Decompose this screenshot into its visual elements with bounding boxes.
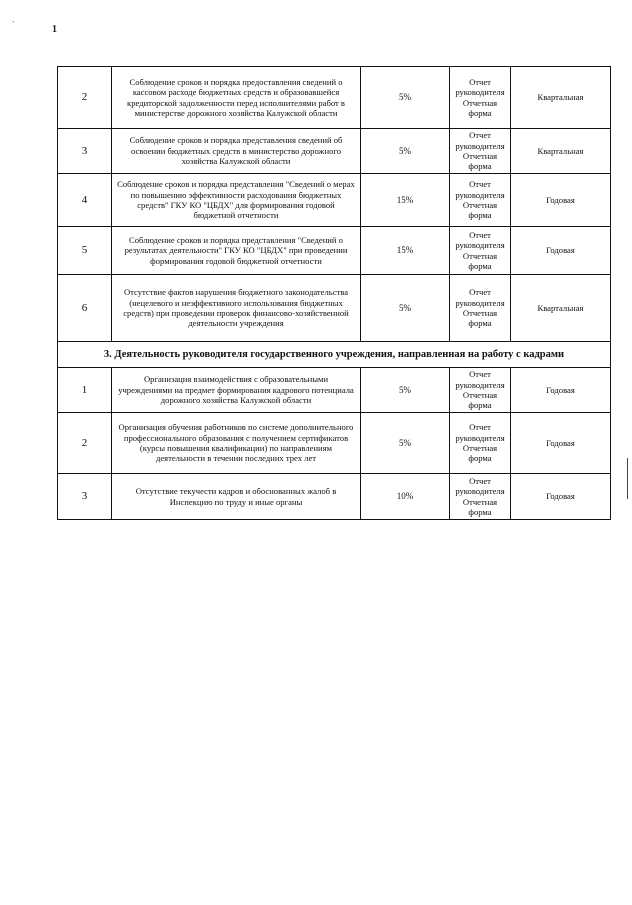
row-number: 3 <box>58 129 112 174</box>
criterion-text: Отсутствие текучести кадров и обоснованных жалоб в Инспекцию по труду и иные органы <box>112 474 361 520</box>
weight-percent: 5% <box>361 129 450 174</box>
row-number: 2 <box>58 67 112 129</box>
form-line: Отчет <box>469 229 491 240</box>
report-form <box>450 474 511 520</box>
form-line: форма <box>468 107 492 118</box>
criterion-text: Отсутствие фактов нарушения бюджетного законодательства (нецелевого и неэффективного использования бюджетных средств) при проведении проверок финансово-хозяйственной деятельности учреждения <box>112 275 361 342</box>
row-number: 4 <box>58 174 112 227</box>
form-line: руководителя <box>455 140 505 151</box>
report-period: Квартальная <box>511 67 611 129</box>
report-period: Годовая <box>511 474 611 520</box>
form-line: Отчет <box>469 130 491 141</box>
form-line: Отчетная <box>462 390 498 400</box>
report-form <box>450 275 511 342</box>
criteria-table <box>57 66 611 520</box>
weight-percent: 5% <box>361 413 450 474</box>
form-line: Отчетная <box>462 308 498 318</box>
form-line: руководителя <box>455 379 505 390</box>
table-row <box>58 275 611 342</box>
form-line: Отчет <box>469 475 491 486</box>
weight-percent: 5% <box>361 275 450 342</box>
report-form <box>450 368 511 413</box>
form-line: форма <box>468 318 492 329</box>
form-line: Отчет <box>469 179 491 190</box>
report-form <box>450 174 511 227</box>
form-line: форма <box>468 400 492 411</box>
form-line: Отчетная <box>462 250 498 261</box>
report-period: Годовая <box>511 174 611 227</box>
form-line: Отчетная <box>462 97 498 108</box>
table-row <box>58 368 611 413</box>
weight-percent: 15% <box>361 227 450 275</box>
form-line: Отчет <box>469 369 491 380</box>
row-number: 3 <box>58 474 112 520</box>
form-line: руководителя <box>455 297 505 308</box>
weight-percent: 15% <box>361 174 450 227</box>
criterion-text: Соблюдение сроков и порядка представления сведений об освоении бюджетных средств в министерство дорожного хозяйства Калужской области <box>112 129 361 174</box>
weight-percent: 10% <box>361 474 450 520</box>
report-form <box>450 67 511 129</box>
form-line: руководителя <box>455 486 505 497</box>
section-title: 3. Деятельность руководителя государственного учреждения, направленная на работу с кадрами <box>58 342 611 368</box>
form-line: руководителя <box>455 432 505 443</box>
table-row <box>58 129 611 174</box>
form-line: Отчетная <box>462 443 498 453</box>
form-line: руководителя <box>455 87 505 98</box>
section-row <box>58 342 611 368</box>
row-number: 1 <box>58 368 112 413</box>
table-row <box>58 174 611 227</box>
report-period: Квартальная <box>511 275 611 342</box>
report-period: Годовая <box>511 368 611 413</box>
row-number: 6 <box>58 275 112 342</box>
form-line: руководителя <box>455 189 505 200</box>
table-row <box>58 413 611 474</box>
form-line: Отчетная <box>462 151 498 161</box>
scan-mark: 1 <box>52 24 57 35</box>
form-line: форма <box>468 210 492 221</box>
form-line: Отчетная <box>462 200 498 210</box>
criterion-text: Соблюдение сроков и порядка представления "Сведений о результатах деятельности" ГКУ КО "ЦБДХ" при проведении формирования годовой бюджетной отчетности <box>112 227 361 275</box>
criterion-text: Организация обучения работников по системе дополнительного профессионального образования с получением сертификатов (курсы повышения квалификации) по направлениям деятельности в течении последних трех лет <box>112 413 361 474</box>
form-line: Отчет <box>469 76 491 87</box>
scan-edge-line <box>627 458 628 499</box>
table-row <box>58 474 611 520</box>
weight-percent: 5% <box>361 368 450 413</box>
form-line: руководителя <box>455 240 505 251</box>
report-period: Годовая <box>511 227 611 275</box>
report-form <box>450 129 511 174</box>
report-form <box>450 227 511 275</box>
criterion-text: Организация взаимодействия с образовательными учреждениями на предмет формирования кадрового потенциала дорожного хозяйства Калужской области <box>112 368 361 413</box>
report-period: Квартальная <box>511 129 611 174</box>
form-line: Отчет <box>469 287 491 298</box>
table-row <box>58 227 611 275</box>
form-line: форма <box>468 506 492 517</box>
table-row <box>58 67 611 129</box>
criterion-text: Соблюдение сроков и порядка предоставления сведений о кассовом расходе бюджетных средств и образовавшейся кредиторской задолженности перед исполнителями работ в министерстве дорожного хозяйства Калужской области <box>112 67 361 129</box>
row-number: 5 <box>58 227 112 275</box>
form-line: форма <box>468 260 492 271</box>
form-line: Отчетная <box>462 496 498 507</box>
weight-percent: 5% <box>361 67 450 129</box>
report-period: Годовая <box>511 413 611 474</box>
form-line: Отчет <box>469 422 491 433</box>
scan-mark: ` <box>12 20 15 29</box>
row-number: 2 <box>58 413 112 474</box>
form-line: форма <box>468 161 492 172</box>
report-form <box>450 413 511 474</box>
form-line: форма <box>468 453 492 464</box>
criterion-text: Соблюдение сроков и порядка представления "Сведений о мерах по повышению эффективности расходования бюджетных средств" ГКУ КО "ЦБДХ" для формирования годовой бюджетной отчетности <box>112 174 361 227</box>
